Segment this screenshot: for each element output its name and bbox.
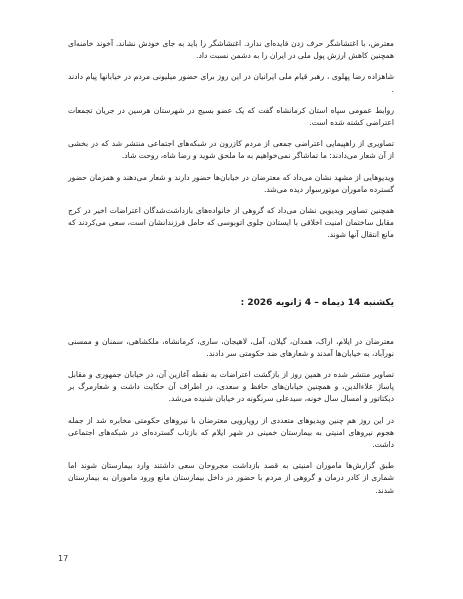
section-heading-text: یکشنبه 14 دیماه – 4 ژانویه 2026 : [240,297,394,308]
paragraph: همچنین تصاویر ویدیویی نشان می‌داد که گروهی از خانواده‌های بازداشت‌شدگان اعتراضات اخیر در کرج مقابل ساختمان امنیت اخلاقی با ایستادن جلوی اتوبوسی که حامل فرزندانشان است، سعی می‌کردند که مانع انتقال آنها شوند. [68,206,394,240]
section-gap [68,251,394,297]
paragraph: تصاویری از راهپیمایی اعتراضی جمعی از مردم کازرون در شبکه‌های اجتماعی منتشر شد که در بخشی از آن شعار می‌دادند: ما تماشاگر نمی‌خواهیم به ما ملحق شوید و رضا شاه، روحت شاد. [68,139,394,161]
paragraph: تصاویر منتشر شده در همین روز از بازگشت اعتراضات به نقطه آغازین آن، در خیابان جمهوری و مقابل پاساژ علاءالدین، و همچنین خیابان‌های حافظ و سعدی، در اطراف آن حکایت داشت و شعارمرگ بر دیکتاتور و امسال سال خونه، سیدعلی سرنگونه در خیابان شنیده می‌شد. [68,370,394,404]
page-content [68,38,394,506]
section-heading [68,297,394,310]
paragraph: در این روز هم چنین ویدیوهای متعددی از رویارویی معترضان با نیروهای حکومتی مخابره شد از جمله هجوم نیروهای امنیتی به بیمارستان خمینی در شهر ایلام که بازتاب گسترده‌ای در شبکه‌های اجتماعی داشت. [68,415,394,450]
page-number: 17 [58,554,69,563]
paragraph: معترض، با اغتشاشگر حرف زدن فایده‌ای ندارد. اغتشاشگر را باید به جای خودش نشاند. آخوند خامنه‌ای همچنین کاهش ارزش پول ملی در ایران را به دشمن نسبت داد. [68,39,394,61]
paragraph: معترضان در ایلام، اراک، همدان، گیلان، آمل، لاهیجان، ساری، کرمانشاه، ملکشاهی، سمنان و ممسنی نورآباد، به خیابان‌ها آمدند و شعارهای ضد حکومتی سر دادند. [68,336,394,358]
paragraph: ویدیوهایی از مشهد نشان می‌داد که معترضان در خیابان‌ها حضور دارند و شعار می‌دهند و همزمان حضور گسترده ماموران موتورسوار دیده می‌شد. [68,172,394,194]
paragraph: طبق گزارش‌ها ماموران امنیتی به قصد بازداشت مجروحان سعی داشتند وارد بیمارستان شوند اما شماری از کادر درمان و گروهی از مردم با حضور در داخل بیمارستان مانع ورود ماموران به بیمارستان شدند. [68,461,394,495]
paragraph: روابط عمومی سپاه استان کرمانشاه گفت که یک عضو بسیج در شهرستان هرسین در جریان تجمعات اعتراضی کشته شده است. [68,105,394,128]
paragraph: شاهزاده رضا پهلوی ، رهبر قیام ملی ایرانیان در این روز برای حضور میلیونی مردم در خیابانها پیام دادند . [68,72,394,94]
